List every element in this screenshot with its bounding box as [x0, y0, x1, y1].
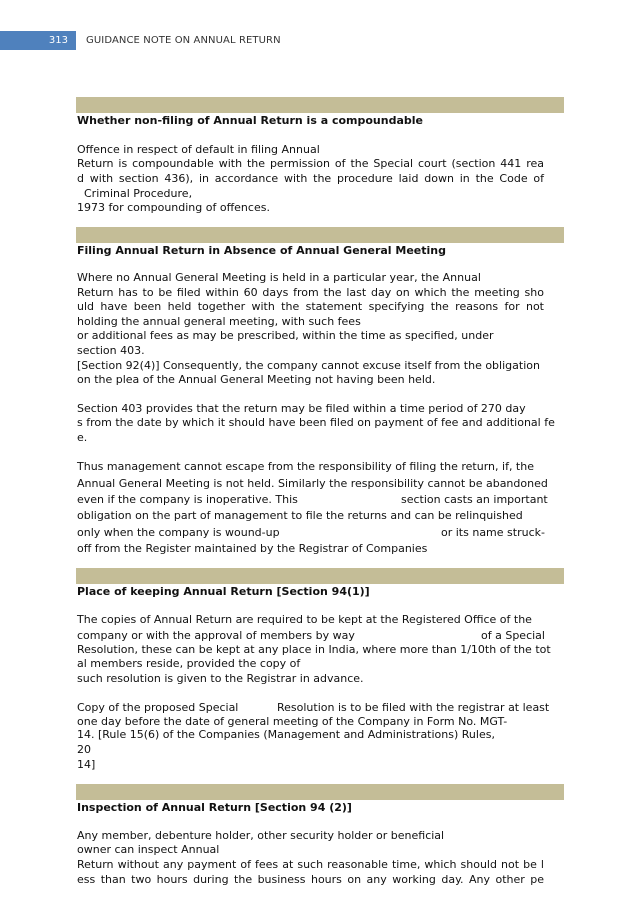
text-line: s from the date by which it should have been filed on payment of fee and additional fe — [77, 416, 555, 429]
section-bar — [76, 784, 564, 800]
section-bar — [76, 568, 564, 584]
page-number: 313 — [48, 35, 68, 46]
text-line: 20 — [77, 743, 91, 756]
section-heading: Inspection of Annual Return [Section 94 (2)] — [77, 801, 352, 814]
text-line: Thus management cannot escape from the responsibility of filing the return, if, the — [77, 460, 534, 473]
text-line: such resolution is given to the Registrar in advance. — [77, 672, 364, 685]
text-line: [Section 92(4)] Consequently, the company cannot excuse itself from the obligation — [77, 359, 540, 372]
text-line: Where no Annual General Meeting is held in a particular year, the Annual — [77, 271, 481, 284]
text-line: d with section 436), in accordance with the procedure laid down in the Code of — [77, 172, 544, 185]
text-line: 1973 for compounding of offences. — [77, 201, 270, 214]
text-line: Criminal Procedure, — [84, 187, 193, 200]
text-line: off from the Register maintained by the Registrar of Companies — [77, 542, 428, 555]
running-header-title: GUIDANCE NOTE ON ANNUAL RETURN — [86, 35, 281, 46]
text-line: Any member, debenture holder, other security holder or beneficial — [77, 829, 445, 842]
section-heading: Filing Annual Return in Absence of Annual General Meeting — [77, 244, 446, 257]
text-line: obligation on the part of management to file the returns and can be relinquished — [77, 509, 523, 522]
text-line: company or with the approval of members by way — [77, 629, 355, 642]
section-heading: Place of keeping Annual Return [Section 94(1)] — [77, 585, 370, 598]
text-line: Copy of the proposed Special — [77, 701, 239, 714]
text-line: Offence in respect of default in filing Annual — [77, 143, 320, 156]
text-line: owner can inspect Annual — [77, 843, 220, 856]
text-line: Return is compoundable with the permission of the Special court (section 441 rea — [77, 157, 544, 170]
text-line: Resolution, these can be kept at any place in India, where more than 1/10th of the tot — [77, 643, 551, 656]
text-line: on the plea of the Annual General Meeting not having been held. — [77, 373, 436, 386]
text-line: ess than two hours during the business hours on any working day. Any other pe — [77, 873, 544, 886]
text-line: Section 403 provides that the return may be filed within a time period of 270 day — [77, 402, 526, 415]
text-line: only when the company is wound-up — [77, 526, 280, 539]
text-line: Return without any payment of fees at such reasonable time, which should not be l — [77, 858, 544, 871]
text-line: of a Special — [481, 629, 545, 642]
text-line: Return has to be filed within 60 days from the last day on which the meeting sho — [77, 286, 544, 299]
text-line: The copies of Annual Return are required to be kept at the Registered Office of the — [77, 613, 532, 626]
text-line: section 403. — [77, 344, 145, 357]
text-line: al members reside, provided the copy of — [77, 657, 301, 670]
text-line: one day before the date of general meeting of the Company in Form No. MGT- — [77, 715, 508, 728]
text-line: section casts an important — [401, 493, 548, 506]
text-line: uld have been held together with the statement specifying the reasons for not — [77, 300, 544, 313]
section-heading: Whether non-filing of Annual Return is a compoundable — [77, 114, 423, 127]
text-line: 14] — [77, 758, 96, 771]
text-line: or its name struck- — [441, 526, 545, 539]
section-bar — [76, 227, 564, 243]
text-line: Resolution is to be filed with the registrar at least — [277, 701, 550, 714]
section-bar — [76, 97, 564, 113]
text-line: holding the annual general meeting, with such fees — [77, 315, 361, 328]
text-line: 14. [Rule 15(6) of the Companies (Management and Administrations) Rules, — [77, 728, 495, 741]
text-line: or additional fees as may be prescribed, within the time as specified, under — [77, 329, 494, 342]
text-line: Annual General Meeting is not held. Similarly the responsibility cannot be abandoned — [77, 477, 548, 490]
page-number-badge — [0, 31, 76, 50]
text-line: e. — [77, 431, 88, 444]
text-line: even if the company is inoperative. This — [77, 493, 298, 506]
